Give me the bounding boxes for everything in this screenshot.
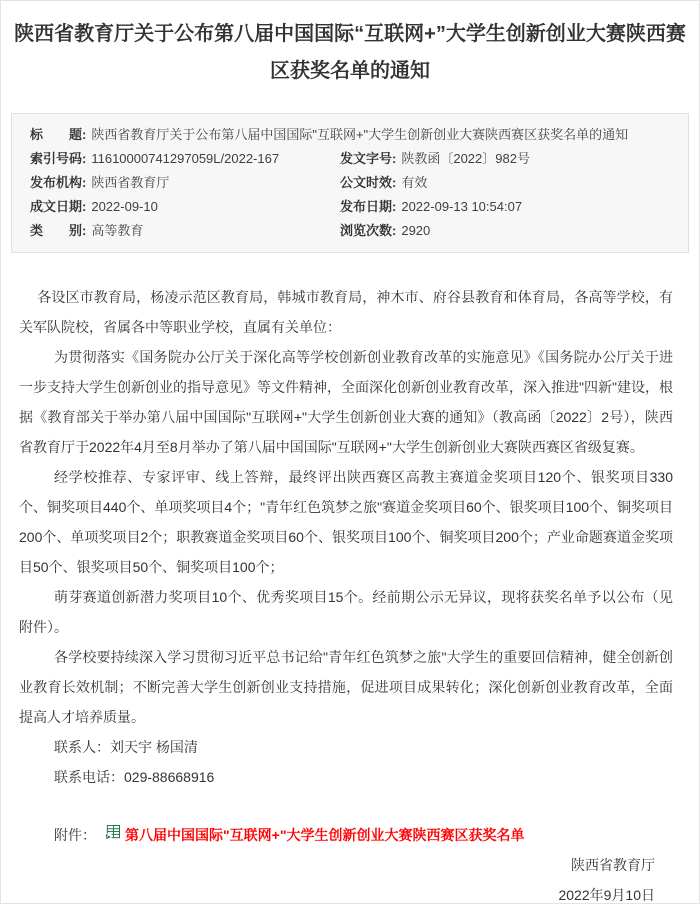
- meta-cell-written-date: [30, 195, 340, 219]
- meta-cell-doc-number: [340, 147, 670, 171]
- meta-value-written-date: 2022-09-10: [91, 199, 158, 214]
- attachment-row: [19, 820, 673, 850]
- meta-row-index: [30, 147, 670, 171]
- meta-value-validity: 有效: [401, 175, 428, 190]
- meta-value-index-number: 11610000741297059L/2022-167: [91, 151, 280, 166]
- meta-cell-publish-date: [340, 195, 670, 219]
- signature-date: 2022年9月10日: [558, 887, 655, 903]
- attachment-link[interactable]: 第八届中国国际"互联网+"大学生创新创业大赛陕西赛区获奖名单: [125, 827, 525, 843]
- document-meta-table: [11, 113, 689, 253]
- meta-cell-view-count: [340, 219, 670, 243]
- meta-cell-validity: [340, 171, 670, 195]
- attachment-label: 附件：: [54, 827, 96, 843]
- page-title: 陕西省教育厅关于公布第八届中国国际“互联网+”大学生创新创业大赛陕西赛区获奖名单的通知: [14, 23, 686, 82]
- meta-label-written-date: 成文日期:: [30, 199, 87, 214]
- excel-file-icon: [105, 820, 120, 850]
- meta-label-view-count: 浏览次数:: [340, 223, 397, 238]
- meta-label-validity: 公文时效:: [340, 175, 397, 190]
- meta-value-category: 高等教育: [91, 223, 144, 238]
- meta-value-view-count: 2920: [401, 223, 431, 238]
- signature-org: 陕西省教育厅: [571, 857, 655, 873]
- paragraph-publication: 萌芽赛道创新潜力奖项目10个、优秀奖项目15个。经前期公示无异议，现将获奖名单予以公布（见附件）。: [19, 589, 673, 635]
- paragraph-background: 为贯彻落实《国务院办公厅关于深化高等学校创新创业教育改革的实施意见》《国务院办公厅关于进一步支持大学生创新创业的指导意见》等文件精神，全面深化创新创业教育改革，深入推进"四新"建设，根据《教育部关于举办第八届中国国际"互联网+"大学生创新创业大赛的通知》（教高函〔2022〕2号），陕西省教育厅于2022年4月至8月举办了第八届中国国际"互联网+"大学生创新创业大赛陕西赛区省级复赛。: [19, 349, 673, 455]
- meta-label-publish-date: 发布日期:: [340, 199, 397, 214]
- meta-cell-title: [30, 123, 628, 147]
- meta-value-issuing-agency: 陕西省教育厅: [91, 175, 170, 190]
- meta-cell-index-number: [30, 147, 340, 171]
- contact-person-line: 联系人：刘天宇 杨国清: [54, 739, 198, 755]
- meta-value-doc-number: 陕教函〔2022〕982号: [401, 151, 530, 166]
- meta-row-category: [30, 219, 670, 243]
- meta-row-dates: [30, 195, 670, 219]
- document-body: [1, 282, 699, 904]
- meta-cell-category: [30, 219, 340, 243]
- meta-label-index-number: 索引号码:: [30, 151, 87, 166]
- meta-label-issuing-agency: 发布机构:: [30, 175, 87, 190]
- meta-label-doc-number: 发文字号:: [340, 151, 397, 166]
- paragraph-award-statistics: 经学校推荐、专家评审、线上答辩，最终评出陕西赛区高教主赛道金奖项目120个、银奖项目330个、铜奖项目440个、单项奖项目4个；"青年红色筑梦之旅"赛道金奖项目60个、银奖项目100个、铜奖项目200个、单项奖项目2个；职教赛道金奖项目60个、银奖项目100个、铜奖项目200个；产业命题赛道金奖项目50个、银奖项目50个、铜奖项目100个；: [19, 469, 674, 575]
- meta-row-agency: [30, 171, 670, 195]
- meta-cell-issuing-agency: [30, 171, 340, 195]
- meta-value-publish-date: 2022-09-13 10:54:07: [401, 199, 523, 214]
- paragraph-salutation: 各设区市教育局，杨凌示范区教育局，韩城市教育局，神木市、府谷县教育和体育局，各高等学校，有关军队院校，省属各中等职业学校，直属有关单位：: [19, 289, 673, 335]
- meta-label-title: 标 题:: [30, 127, 87, 142]
- meta-value-title: 陕西省教育厅关于公布第八届中国国际"互联网+"大学生创新创业大赛陕西赛区获奖名单的通知: [91, 127, 629, 142]
- meta-row-title: [30, 123, 670, 147]
- meta-label-category: 类 别:: [30, 223, 87, 238]
- paragraph-requirements: 各学校要持续深入学习贯彻习近平总书记给"青年红色筑梦之旅"大学生的重要回信精神，健全创新创业教育长效机制；不断完善大学生创新创业支持措施，促进项目成果转化；深化创新创业教育改革，全面提高人才培养质量。: [19, 649, 673, 725]
- signature-block: [19, 850, 673, 904]
- contact-phone-line: 联系电话：029-88668916: [54, 769, 215, 785]
